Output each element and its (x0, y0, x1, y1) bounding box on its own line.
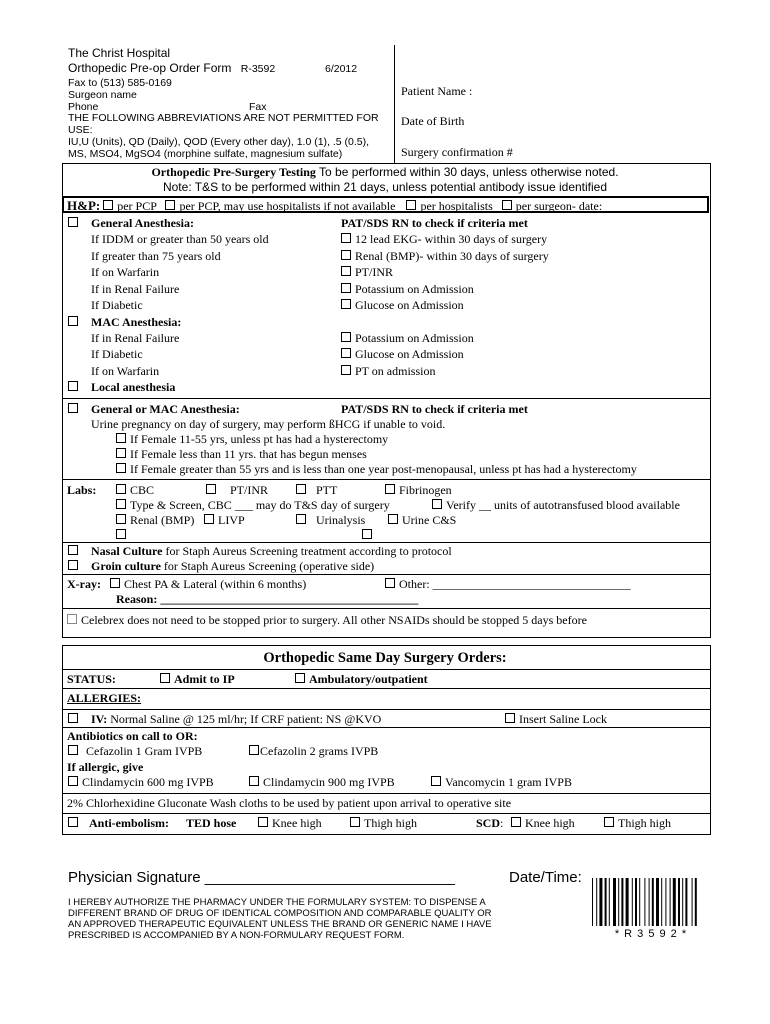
groin-culture-row (68, 559, 374, 574)
divider-pregnancy (63, 398, 710, 399)
lab-ptt (296, 483, 337, 498)
surgeon-name-label: Surgeon name (68, 89, 137, 101)
cefazolin-2g-checkbox[interactable] (249, 745, 259, 755)
lab-urine-cs (388, 513, 456, 528)
xray-chest-label: Chest PA & Lateral (within 6 months) (123, 577, 307, 591)
abbrev-list-1: IU,U (Units), QD (Daily), QOD (Every other day), 1.0 (1), .5 (0.5), (68, 136, 370, 148)
test-ekg (341, 232, 547, 247)
barcode-bar (613, 878, 616, 926)
barcode-bar (596, 878, 597, 926)
form-title (68, 61, 275, 75)
vancomycin (431, 775, 572, 790)
hp-per-surgeon: per surgeon- date: ________ (515, 199, 654, 213)
barcode-bar (649, 878, 650, 926)
xray-label: X-ray: (67, 577, 101, 591)
form-date: 6/2012 (325, 63, 358, 75)
barcode-bar (644, 878, 645, 926)
admit-ip-checkbox[interactable] (160, 673, 170, 683)
saline-lock-checkbox[interactable] (505, 713, 515, 723)
hp-per-pcp-may: per PCP, may use hospitalists if not available (179, 199, 396, 213)
barcode-text: * R 3 5 9 2 * (614, 928, 688, 940)
test-renal-label: Renal (BMP)- within 30 days of surgery (355, 249, 549, 263)
lab-blank-2 (362, 528, 376, 543)
criteria-diabetic: If Diabetic (91, 298, 143, 312)
pregnancy-opt1-label: If Female 11-55 yrs, unless pt has had a hysterectomy (130, 432, 389, 446)
mac-anesthesia-row (68, 315, 181, 330)
barcode-bar (609, 878, 610, 926)
lab-cbc (116, 483, 154, 498)
mac-test-glucose (341, 347, 464, 362)
abbrev-list-2: MS, MSO4, MgSO4 (morphine sulfate, magnesium sulfate) (68, 148, 343, 160)
ted-knee-checkbox[interactable] (258, 817, 268, 827)
pregnancy-opt2-checkbox[interactable] (116, 448, 126, 458)
clindamycin-600 (68, 775, 214, 790)
urine-pregnancy-text: Urine pregnancy on day of surgery, may perform ßHCG if unable to void. (91, 417, 446, 431)
lab-urinalysis (296, 513, 365, 528)
xray-reason: Reason: ___________________________________________ (116, 592, 419, 606)
mac-criteria-renal: If in Renal Failure (91, 331, 180, 345)
ambulatory (295, 672, 428, 687)
scd-thigh-checkbox[interactable] (604, 817, 614, 827)
xray-other (385, 577, 631, 592)
barcode-bar (670, 878, 671, 926)
mac-test-pt-label: PT on admission (355, 364, 436, 378)
presurgery-title-bold: Orthopedic Pre-Surgery Testing (151, 165, 316, 179)
pregnancy-pat-check: PAT/SDS RN to check if criteria met (341, 402, 528, 416)
local-anesthesia-label: Local anesthesia (91, 380, 176, 394)
barcode-bar (618, 878, 619, 926)
abbrev-warning: THE FOLLOWING ABBREVIATIONS ARE NOT PERMITTED FOR (68, 112, 379, 124)
hp-per-hospitalists: per hospitalists (420, 199, 493, 213)
criteria-warfarin: If on Warfarin (91, 265, 160, 279)
lab-renal (116, 513, 194, 528)
lab-fibrinogen-checkbox[interactable] (385, 484, 395, 494)
clindamycin-900-checkbox[interactable] (249, 776, 259, 786)
auth-line-4: PRESCRIBED IS ACCOMPANIED BY A NON-FORMULARY REQUEST FORM. (68, 930, 405, 941)
if-allergic-label: If allergic, give (67, 760, 144, 774)
hp-surgeon-checkbox[interactable] (502, 200, 512, 210)
barcode-bar (665, 878, 666, 926)
local-anesthesia-checkbox[interactable] (68, 381, 78, 391)
anti-embolism-checkbox[interactable] (68, 817, 78, 827)
divider-status (63, 669, 710, 670)
barcode-bar (678, 878, 680, 926)
auth-line-3: AN APPROVED THERAPEUTIC EQUIVALENT UNLESS THE BRAND OR GENERIC NAME I HAVE (68, 919, 492, 930)
pregnancy-opt1 (116, 432, 388, 447)
hp-hospitalists-checkbox[interactable] (406, 200, 416, 210)
auth-line-2: DIFFERENT BRAND OF DRUG OF IDENTICAL COMPOSITION AND COMPARABLE QUALITY OR (68, 908, 492, 919)
criteria-renal-failure: If in Renal Failure (91, 282, 180, 296)
scd-row: SCD: (476, 816, 504, 830)
lab-ptinr (206, 483, 268, 498)
pregnancy-row (68, 402, 240, 417)
barcode-bar (682, 878, 683, 926)
mac-test-potassium-checkbox[interactable] (341, 332, 351, 342)
lab-type-screen-label: Type & Screen, CBC ___ may do T&S day of surgery (130, 498, 390, 512)
hp-row (67, 198, 653, 214)
mac-test-pt-checkbox[interactable] (341, 365, 351, 375)
barcode-bar (632, 878, 633, 926)
hp-per-pcp-may-checkbox[interactable] (165, 200, 175, 210)
patient-name-label: Patient Name : (401, 84, 473, 98)
form-code: R-3592 (240, 63, 276, 75)
scd-knee (511, 816, 575, 831)
ted-thigh-checkbox[interactable] (350, 817, 360, 827)
lab-livp-label: LIVP (218, 513, 245, 527)
ted-hose-label: TED hose (186, 816, 237, 830)
divider-antiembolism (63, 813, 710, 814)
scd-thigh-label: Thigh high (618, 816, 671, 830)
lab-livp (204, 513, 245, 528)
test-ptinr (341, 265, 393, 280)
test-renal-checkbox[interactable] (341, 250, 351, 260)
lab-verify (432, 498, 680, 513)
ted-knee (258, 816, 322, 831)
barcode-bar (599, 878, 602, 926)
xray-other-label: Other: _________________________________ (399, 577, 631, 591)
mac-criteria-warfarin: If on Warfarin (91, 364, 160, 378)
groin-culture-text: for Staph Aureus Screening (operative side) (160, 559, 375, 573)
local-anesthesia-row (68, 380, 175, 395)
clindamycin-900-label: Clindamycin 900 mg IVPB (263, 775, 395, 789)
iv-checkbox[interactable] (68, 713, 78, 723)
mac-criteria-diabetic: If Diabetic (91, 347, 143, 361)
scd-label: SCD (476, 816, 501, 830)
lab-fibrinogen-label: Fibrinogen (399, 483, 452, 497)
barcode-bar (685, 878, 687, 926)
date-of-birth-label: Date of Birth (401, 114, 465, 128)
test-potassium-label: Potassium on Admission (355, 282, 474, 296)
divider-allergies (63, 688, 710, 689)
presurgery-note: Note: T&S to be performed within 21 days, unless potential antibody issue identified (162, 180, 608, 194)
test-ptinr-label: PT/INR (355, 265, 394, 279)
lab-fibrinogen (385, 483, 452, 498)
iv-row (68, 712, 381, 727)
test-ekg-checkbox[interactable] (341, 233, 351, 243)
cefazolin-1g (68, 744, 202, 759)
mac-test-glucose-checkbox[interactable] (341, 348, 351, 358)
lab-type-screen (116, 498, 390, 513)
mac-test-pt (341, 364, 435, 379)
scd-knee-checkbox[interactable] (511, 817, 521, 827)
lab-verify-label: Verify __ units of autotransfused blood available (446, 498, 680, 512)
test-potassium-checkbox[interactable] (341, 283, 351, 293)
lab-ptt-label: PTT (316, 483, 338, 497)
cefazolin-1g-checkbox[interactable] (68, 745, 78, 755)
iv-text: Normal Saline @ 125 ml/hr; If CRF patient: NS @KVO (107, 712, 382, 726)
general-anesthesia-row (68, 216, 194, 231)
divider-xray (63, 574, 710, 575)
pregnancy-checkbox[interactable] (68, 403, 78, 413)
mac-test-glucose-label: Glucose on Admission (355, 347, 464, 361)
mac-anesthesia-checkbox[interactable] (68, 316, 78, 326)
lab-urinalysis-checkbox[interactable] (296, 514, 306, 524)
lab-type-screen-checkbox[interactable] (116, 499, 126, 509)
barcode-bar (635, 878, 637, 926)
nasal-culture-checkbox[interactable] (68, 545, 78, 555)
lab-ptt-checkbox[interactable] (296, 484, 306, 494)
scd-knee-label: Knee high (525, 816, 575, 830)
divider-chlorhex (63, 793, 710, 794)
groin-culture-label: Groin culture (91, 559, 161, 573)
ted-thigh-label: Thigh high (364, 816, 417, 830)
criteria-iddm: If IDDM or greater than 50 years old (91, 232, 269, 246)
pat-check-label: PAT/SDS RN to check if criteria met (341, 216, 528, 230)
lab-renal-label: Renal (BMP) (130, 513, 195, 527)
vancomycin-checkbox[interactable] (431, 776, 441, 786)
pregnancy-opt2 (116, 447, 367, 462)
lab-renal-checkbox[interactable] (116, 514, 126, 524)
lab-blank-2-checkbox[interactable] (362, 529, 372, 539)
admit-ip (160, 672, 235, 687)
iv-label: IV: (91, 712, 108, 726)
allergies-label: ALLERGIES: (67, 691, 142, 705)
barcode-bar (626, 878, 629, 926)
mac-anesthesia-label: MAC Anesthesia: (91, 315, 182, 329)
barcode-bar (639, 878, 640, 926)
saline-lock (505, 712, 607, 727)
ted-thigh (350, 816, 417, 831)
barcode-bar (652, 878, 654, 926)
anti-embolism-label: Anti-embolism: (89, 816, 169, 830)
physician-signature-line[interactable]: Physician Signature ______________________________ (68, 869, 456, 886)
presurgery-title-rest: To be performed within 30 days, unless otherwise noted. (315, 165, 619, 179)
criteria-over-75: If greater than 75 years old (91, 249, 221, 263)
cefazolin-1g-label: Cefazolin 1 Gram IVPB (86, 744, 203, 758)
hospital-name: The Christ Hospital (68, 46, 171, 60)
barcode-bar (661, 878, 662, 926)
clindamycin-600-checkbox[interactable] (68, 776, 78, 786)
saline-lock-label: Insert Saline Lock (519, 712, 607, 726)
test-potassium (341, 282, 474, 297)
pregnancy-opt1-checkbox[interactable] (116, 433, 126, 443)
xray-row (67, 577, 306, 592)
presurgery-title (0, 165, 770, 180)
form-title-text: Orthopedic Pre-op Order Form (68, 61, 232, 75)
barcode-bar (695, 878, 697, 926)
general-anesthesia-checkbox[interactable] (68, 217, 78, 227)
barcode-bar (621, 878, 623, 926)
test-glucose (341, 298, 464, 313)
lab-blank-1 (116, 528, 130, 543)
cefazolin-2g-label: Cefazolin 2 grams IVPB (260, 744, 379, 758)
divider-cultures (63, 542, 710, 543)
lab-verify-checkbox[interactable] (432, 499, 442, 509)
divider-celebrex (63, 608, 710, 609)
lab-cbc-label: CBC (130, 483, 155, 497)
scd-thigh (604, 816, 671, 831)
anti-embolism-row (68, 816, 169, 831)
hp-per-pcp-checkbox[interactable] (103, 200, 113, 210)
lab-urine-cs-label: Urine C&S (402, 513, 457, 527)
mac-test-potassium-label: Potassium on Admission (355, 331, 474, 345)
lab-urine-cs-checkbox[interactable] (388, 514, 398, 524)
pregnancy-opt3 (116, 462, 637, 477)
celebrex-checkbox[interactable] (67, 614, 77, 624)
lab-livp-checkbox[interactable] (204, 514, 214, 524)
admit-ip-label: Admit to IP (174, 672, 235, 686)
lab-ptinr-label: PT/INR (230, 483, 269, 497)
hp-label: H&P: (67, 198, 101, 213)
fax-to: Fax to (513) 585-0169 (68, 77, 172, 89)
pregnancy-opt3-checkbox[interactable] (116, 463, 126, 473)
test-renal (341, 249, 549, 264)
status-label: STATUS: (67, 672, 116, 686)
barcode-bar (592, 878, 593, 926)
hp-per-pcp: per PCP (117, 199, 157, 213)
celebrex-note (67, 613, 587, 628)
pregnancy-opt3-label: If Female greater than 55 yrs and is less than one year post-menopausal, unless pt has had a hysterectomy (130, 462, 637, 476)
test-glucose-label: Glucose on Admission (355, 298, 464, 312)
divider-labs (63, 479, 710, 480)
nasal-culture-text: for Staph Aureus Screening treatment according to protocol (162, 544, 452, 558)
abbrev-warning-use: USE: (68, 124, 93, 136)
lab-blank-1-checkbox[interactable] (116, 529, 126, 539)
general-anesthesia-label: General Anesthesia: (91, 216, 194, 230)
test-ptinr-checkbox[interactable] (341, 266, 351, 276)
test-glucose-checkbox[interactable] (341, 299, 351, 309)
ted-knee-label: Knee high (272, 816, 322, 830)
same-day-title: Orthopedic Same Day Surgery Orders: (263, 650, 507, 666)
barcode-bar (656, 878, 659, 926)
ambulatory-checkbox[interactable] (295, 673, 305, 683)
cefazolin-2g (249, 744, 378, 759)
labs-label: Labs: (67, 483, 97, 497)
lab-ptinr-checkbox[interactable] (206, 484, 216, 494)
surgery-confirmation-label: Surgery confirmation # (401, 145, 513, 159)
barcode-bar (605, 878, 607, 926)
fax-label: Fax (249, 101, 267, 113)
xray-chest-checkbox[interactable] (110, 578, 120, 588)
divider-antibiotics (63, 727, 710, 728)
pregnancy-opt2-label: If Female less than 11 yrs. that has begun menses (130, 447, 367, 461)
pregnancy-label: General or MAC Anesthesia: (91, 402, 240, 416)
phone-label: Phone (68, 101, 99, 113)
lab-cbc-checkbox[interactable] (116, 484, 126, 494)
nasal-culture-row (68, 544, 452, 559)
clindamycin-900 (249, 775, 395, 790)
auth-line-1: I HEREBY AUTHORIZE THE PHARMACY UNDER THE FORMULARY SYSTEM: TO DISPENSE A (68, 897, 486, 908)
chlorhexidine-note: 2% Chlorhexidine Gluconate Wash cloths to be used by patient upon arrival to operative site (67, 796, 512, 810)
nasal-culture-label: Nasal Culture (91, 544, 163, 558)
clindamycin-600-label: Clindamycin 600 mg IVPB (82, 775, 214, 789)
vancomycin-label: Vancomycin 1 gram IVPB (445, 775, 572, 789)
mac-test-potassium (341, 331, 474, 346)
barcode-bar (692, 878, 693, 926)
xray-other-checkbox[interactable] (385, 578, 395, 588)
barcode (590, 876, 712, 932)
divider-iv (63, 709, 710, 710)
barcode-bar (673, 878, 676, 926)
ambulatory-label: Ambulatory/outpatient (309, 672, 428, 686)
lab-urinalysis-label: Urinalysis (316, 513, 366, 527)
celebrex-text: Celebrex does not need to be stopped prior to surgery. All other NSAIDs should be stopped 5 days before (81, 613, 587, 627)
date-time-label: Date/Time: (509, 869, 582, 886)
antibiotics-label: Antibiotics on call to OR: (67, 729, 198, 743)
test-ekg-label: 12 lead EKG- within 30 days of surgery (355, 232, 548, 246)
header-divider (394, 45, 395, 163)
groin-culture-checkbox[interactable] (68, 560, 78, 570)
